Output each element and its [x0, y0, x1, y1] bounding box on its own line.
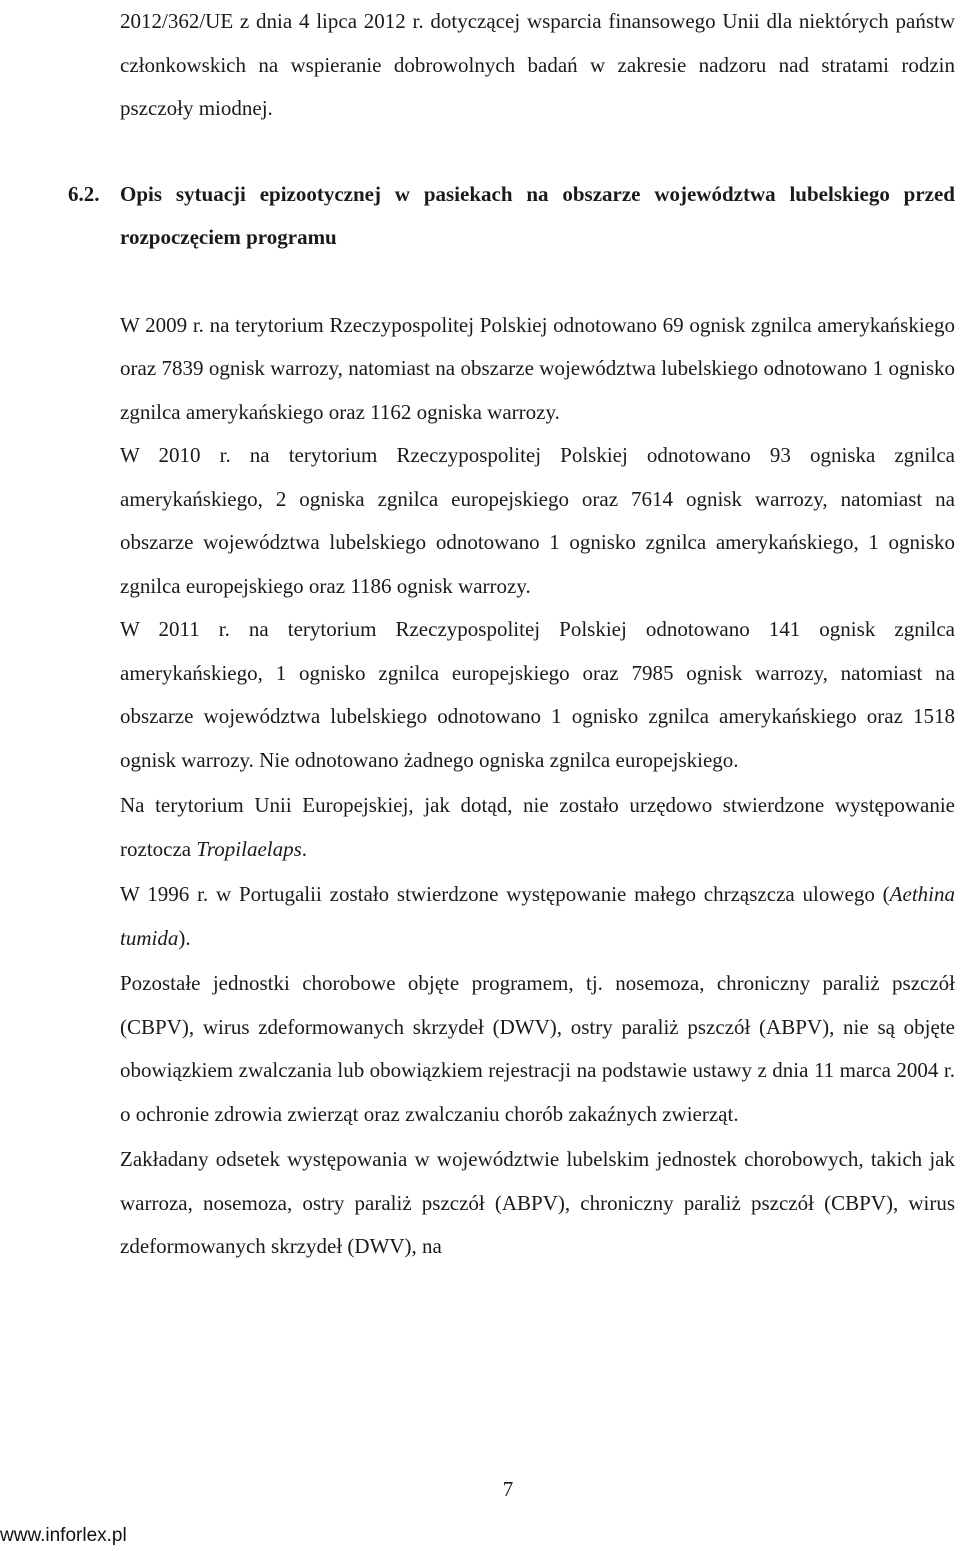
aethina-end: ). [178, 925, 191, 950]
intro-paragraph: 2012/362/UE z dnia 4 lipca 2012 r. dotyczącej wsparcia finansowego Unii dla niektórych państw członkowskich na wspieranie dobrowolnych badań w zakresie nadzoru nad stratami rodzin pszczoły miodnej. [120, 9, 955, 120]
paragraph-tropilaelaps [120, 784, 955, 871]
aethina-text: W 1996 r. w Portugalii zostało stwierdzone występowanie małego chrząszcza ulowego ( [120, 882, 890, 906]
footer-link[interactable]: www.inforlex.pl [0, 1525, 127, 1546]
spacer [120, 260, 955, 304]
paragraph-pozostale: Pozostałe jednostki chorobowe objęte programem, tj. nosemoza, chroniczny paraliż pszczół (CBPV), wirus zdeformowanych skrzydeł (DWV), ostry paraliż pszczół (ABPV), nie są objęte obowiązkiem zwalczania lub obowiązkiem rejestracji na podstawie ustawy z dnia 11 marca 2004 r. o ochronie zdrowia zwierząt oraz zwalczaniu chorób zakaźnych zwierząt. [120, 971, 955, 1126]
section-title: Opis sytuacji epizootycznej w pasiekach na obszarze województwa lubelskiego przed rozpoczęciem programu [120, 181, 955, 249]
section-heading: 6.2. Opis sytuacji epizootycznej w pasiekach na obszarze województwa lubelskiego przed rozpoczęciem programu [68, 181, 955, 249]
paragraph-aethina [120, 873, 955, 960]
aethina-species: Aethina tumida [120, 882, 955, 950]
document-page [68, 0, 955, 1269]
tropilaelaps-end: . [301, 836, 308, 861]
paragraph-zakladany: Zakładany odsetek występowania w województwie lubelskim jednostek chorobowych, takich jak warroza, nosemoza, ostry paraliż pszczół (ABPV), chroniczny paraliż pszczół (CBPV), wirus zdeformowanych skrzydeł (DWV), na [120, 1147, 955, 1258]
page-number: 7 [502, 1477, 514, 1501]
paragraph-2009: W 2009 r. na terytorium Rzeczypospolitej Polskiej odnotowano 69 ognisk zgnilca amerykańskiego oraz 7839 ognisk warrozy, natomiast na obszarze województwa lubelskiego odnotowano 1 ognisko zgnilca amerykańskiego oraz 1162 ogniska warrozy. [120, 312, 955, 424]
tropilaelaps-species: Tropilaelaps [196, 836, 302, 861]
paragraph-2010: W 2010 r. na terytorium Rzeczypospolitej Polskiej odnotowano 93 ogniska zgnilca amerykańskiego, 2 ogniska zgnilca europejskiego oraz 7614 ognisk warrozy, natomiast na obszarze województwa lubelskiego odnotowano 1 ognisko zgnilca amerykańskiego, 1 ognisko zgnilca europejskiego oraz 1186 ognisk warrozy. [120, 443, 955, 598]
tropilaelaps-text: Na terytorium Unii Europejskiej, jak dotąd, nie zostało urzędowo stwierdzone występowanie roztocza [120, 793, 955, 861]
paragraph-2011: W 2011 r. na terytorium Rzeczypospolitej Polskiej odnotowano 141 ognisk zgnilca amerykańskiego, 1 ognisko zgnilca europejskiego oraz 7985 ognisk warrozy, natomiast na obszarze województwa lubelskiego odnotowano 1 ognisko zgnilca amerykańskiego oraz 1518 ognisk warrozy. Nie odnotowano żadnego ogniska zgnilca europejskiego. [120, 617, 955, 772]
